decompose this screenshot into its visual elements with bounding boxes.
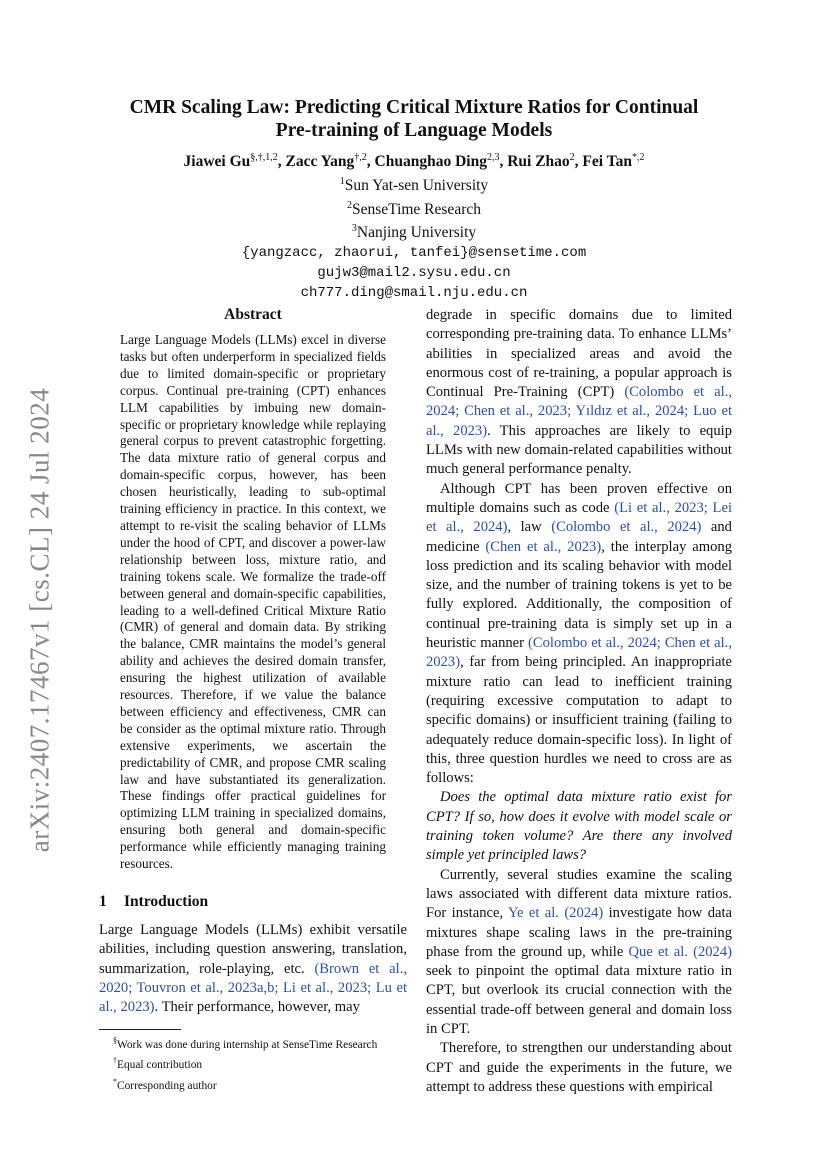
right-column — [426, 306, 732, 1097]
affiliation — [80, 219, 748, 243]
text-run: investigate how data mixtures shape scaling laws in the pre-training phase from the ground up, while — [426, 905, 733, 960]
section-title: Introduction — [124, 893, 209, 910]
title-line-1: CMR Scaling Law: Predicting Critical Mixture Ratios for Continual — [129, 97, 699, 118]
arxiv-identifier — [20, 360, 60, 880]
footnotes — [99, 1033, 419, 1094]
author-affiliation-mark: 2,3 — [486, 152, 500, 163]
intro-paragraph — [99, 921, 407, 1017]
footnote — [99, 1053, 419, 1073]
author-affiliation-mark: †,2 — [354, 152, 367, 163]
abstract-heading: Abstract — [224, 306, 282, 323]
affiliation-list — [80, 172, 748, 243]
affiliation-mark: 1 — [339, 176, 345, 188]
citation-link[interactable]: Ye et al. (2024) — [507, 905, 604, 922]
research-questions: Does the optimal data mixture ratio exist for CPT? If so, how does it evolve with model scale or training token volume? Are there any involved simple yet principled laws? — [426, 789, 732, 864]
email-1: {yangzacc, zhaorui, tanfei}@sensetime.com — [241, 245, 587, 262]
citation-link[interactable]: (Chen et al., 2023) — [485, 538, 602, 555]
body-paragraph-3 — [426, 866, 732, 1040]
abstract-text: Large Language Models (LLMs) excel in diverse tasks but often underperform in specialized fields due to limited domain-specific or proprietary corpus. Continual pre-training (CPT) enhances LLM capabilities by imbuing new domain-specific or proprietary knowledge while replaying general corpus to prevent catastrophic forgetting. The data mixture ratio of general corpus and domain-specific corpus, however, has been chosen heuristically, leading to sub-optimal training efficiency in practice. In this context, we attempt to re-visit the scaling behavior of LLMs under the hood of CPT, and discover a power-law relationship between loss, mixture ratio, and training tokens scale. We formalize the trade-off between general and domain-specific capabilities, leading to a well-defined Critical Mixture Ratio (CMR) of general and domain data. By striking the balance, CMR maintains the model’s general ability and achieves the desired domain transfer, ensuring the highest utilization of available resources. Therefore, if we value the balance between efficiency and effectiveness, CMR can be consider as the optimal mixture ratio. Through extensive experiments, we ascertain the predictability of CMR, and propose CMR scaling law and have substantiated its generalization. These findings offer practical guidelines for optimizing LLM training in specialized domains, ensuring both general and domain-specific performance while efficiently managing training resources. — [120, 332, 386, 872]
paper-title — [80, 96, 748, 142]
footnote-mark: † — [113, 1056, 117, 1066]
citation-link[interactable]: (Colombo et al., 2024; Chen et al., 2023; Yıldız et al., 2024; Luo et al., 2023) — [426, 384, 732, 439]
affiliation — [80, 196, 748, 220]
affiliation-mark: 3 — [351, 223, 357, 235]
footnote — [99, 1033, 419, 1053]
author-name: Zacc Yang — [285, 153, 355, 171]
affiliation — [80, 172, 748, 196]
footnote-text: Corresponding author — [117, 1079, 217, 1092]
section-heading-introduction — [99, 893, 407, 911]
email-3: ch777.ding@smail.nju.edu.cn — [300, 285, 528, 302]
text-run: . This approaches are likely to equip LLMs with new domain-related capabilities without much general performance penalty. — [426, 422, 732, 478]
text-run: and medicine — [426, 519, 732, 555]
author-affiliation-mark: *,2 — [631, 152, 645, 163]
footnote — [99, 1074, 419, 1094]
author-name: Rui Zhao — [507, 153, 570, 171]
citation-link[interactable]: (Li et al., 2023; Lei et al., 2024) — [426, 499, 732, 536]
citation-link[interactable]: Que et al. (2024) — [628, 943, 732, 960]
paper-header — [80, 96, 748, 303]
email-list — [80, 243, 748, 303]
author-affiliation-mark: 2 — [569, 152, 575, 163]
author-name: Chuanghao Ding — [374, 153, 487, 171]
author-name: Jiawei Gu — [183, 153, 251, 171]
text-run: . Their performance, however, may — [154, 999, 360, 1016]
text-run: degrade in specific domains due to limited corresponding pre-training data. To enhance LLMs’ abilities in specialized areas and avoid the enormous cost of re-training, a popular approach is Continual Pre-Training (CPT) — [426, 307, 732, 401]
author-name: Fei Tan — [582, 153, 632, 171]
text-run: Currently, several studies examine the scaling laws associated with different data mixture ratios. For instance, — [426, 866, 732, 922]
body-paragraph-4: Therefore, to strengthen our understanding about CPT and guide the experiments in the future, we attempt to address these questions with empirical — [426, 1040, 732, 1095]
text-run: seek to pinpoint the optimal data mixture ratio in CPT, but overlook its crucial connection with the essential trade-off between general and domain loss in CPT. — [426, 963, 732, 1037]
author-list: Jiawei $Gu^{\S,\dagger,1,2}$, Zacc Yang$^{\dagger,2}$, Chuanghao Ding$^{2,3}$, Rui Zhao$^2$, Fei Tan$^{*,2}$ — [183, 152, 645, 171]
text-run: Large Language Models (LLMs) exhibit versatile abilities, including question answering, translation, summarization, role-playing, etc. — [99, 922, 407, 977]
footnote-mark: * — [113, 1076, 117, 1086]
text-run: , far from being principled. An inappropriate mixture ratio can lead to inefficient training (requiring excessive computation to adapt to specific domains) or insufficient training (failing to adequately reduce domain-specific loss). In light of this, three question hurdles we need to cross are as follows: — [426, 654, 732, 787]
citation-link[interactable]: (Colombo et al., 2024; Chen et al., 2023) — [426, 635, 732, 671]
section-number: 1 — [99, 893, 107, 910]
affiliation-mark: 2 — [346, 199, 352, 211]
footnote-mark: § — [113, 1036, 117, 1045]
affiliation-name: SenseTime Research — [351, 200, 481, 218]
email-2: gujw3@mail2.sysu.edu.cn — [317, 265, 511, 282]
text-run: , law — [507, 519, 552, 536]
footnote-divider — [99, 1029, 181, 1030]
author-affiliation-mark: §,†,1,2 — [250, 152, 278, 163]
left-column — [99, 306, 407, 1017]
title-line-2: Pre-training of Language Models — [275, 120, 553, 141]
citation-link[interactable]: (Brown et al., 2020; Touvron et al., 2023a,b; Li et al., 2023; Lu et al., 2023) — [99, 960, 408, 1016]
affiliation-name: Sun Yat-sen University — [344, 177, 489, 195]
text-run: , the interplay among loss prediction and its scaling behavior with model size, and the number of training tokens is yet to be fully explored. Additionally, the composition of continual pre-training data is simply set up in a heuristic manner — [426, 538, 732, 652]
arxiv-identifier-text: arXiv:2407.17467v1 [cs.CL] 24 Jul 2024 — [24, 387, 55, 853]
footnote-text: Work was done during internship at SenseTime Research — [117, 1038, 378, 1051]
footnote-text: Equal contribution — [117, 1059, 203, 1072]
citation-link[interactable]: (Colombo et al., 2024) — [551, 519, 702, 536]
body-paragraph-1 — [426, 306, 732, 480]
text-run: Although CPT has been proven effective on multiple domains such as code — [426, 480, 732, 516]
affiliation-name: Nanjing University — [356, 224, 477, 242]
body-paragraph-2 — [426, 480, 732, 789]
